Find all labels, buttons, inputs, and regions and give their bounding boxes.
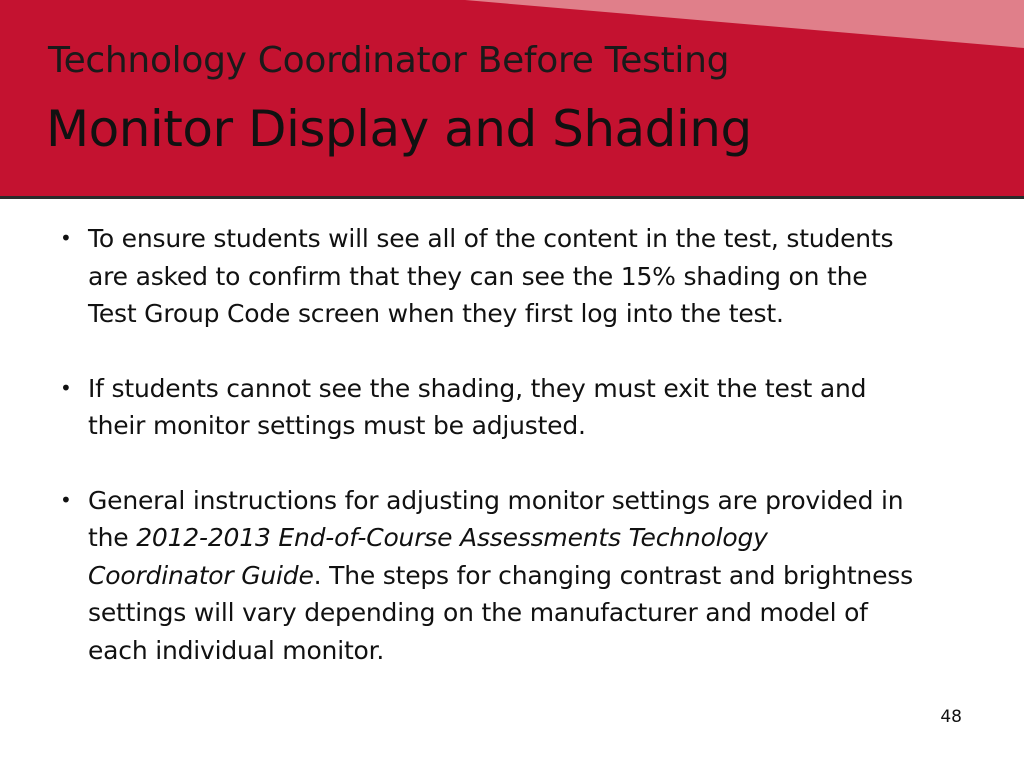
bullet-text-rest: . The steps for changing contrast and brightness settings will vary depending on the manufacturer and model of each individual monitor. bbox=[88, 560, 913, 665]
page-number: 48 bbox=[940, 707, 962, 727]
title-band bbox=[0, 0, 1024, 198]
slide-subtitle: Technology Coordinator Before Testing bbox=[48, 40, 730, 81]
bullet-text: To ensure students will see all of the content in the test, students are asked to confirm that they can see the 15% shading on the Test Group Code screen when they first log into the test. bbox=[88, 224, 894, 328]
guide-title: 2012-2013 End-of-Course Assessments Technology Coordinator Guide bbox=[88, 523, 768, 590]
bullet-marker: • bbox=[60, 226, 72, 250]
header-divider bbox=[0, 196, 1024, 199]
slide-body bbox=[60, 220, 920, 669]
header-diagonal-stripe bbox=[0, 0, 1024, 198]
slide-title: Monitor Display and Shading bbox=[46, 100, 752, 158]
bullet-text: If students cannot see the shading, they must exit the test and their monitor settings must be adjusted. bbox=[88, 373, 867, 440]
bullet-item bbox=[60, 370, 920, 445]
bullet-marker: • bbox=[60, 487, 72, 512]
bullet-marker: • bbox=[60, 375, 72, 400]
bullet-item bbox=[60, 482, 920, 670]
bullet-text-intro: General instructions for adjusting monitor settings are provided in the bbox=[88, 485, 904, 552]
bullet-item bbox=[60, 220, 920, 333]
bullet-list bbox=[60, 220, 920, 669]
